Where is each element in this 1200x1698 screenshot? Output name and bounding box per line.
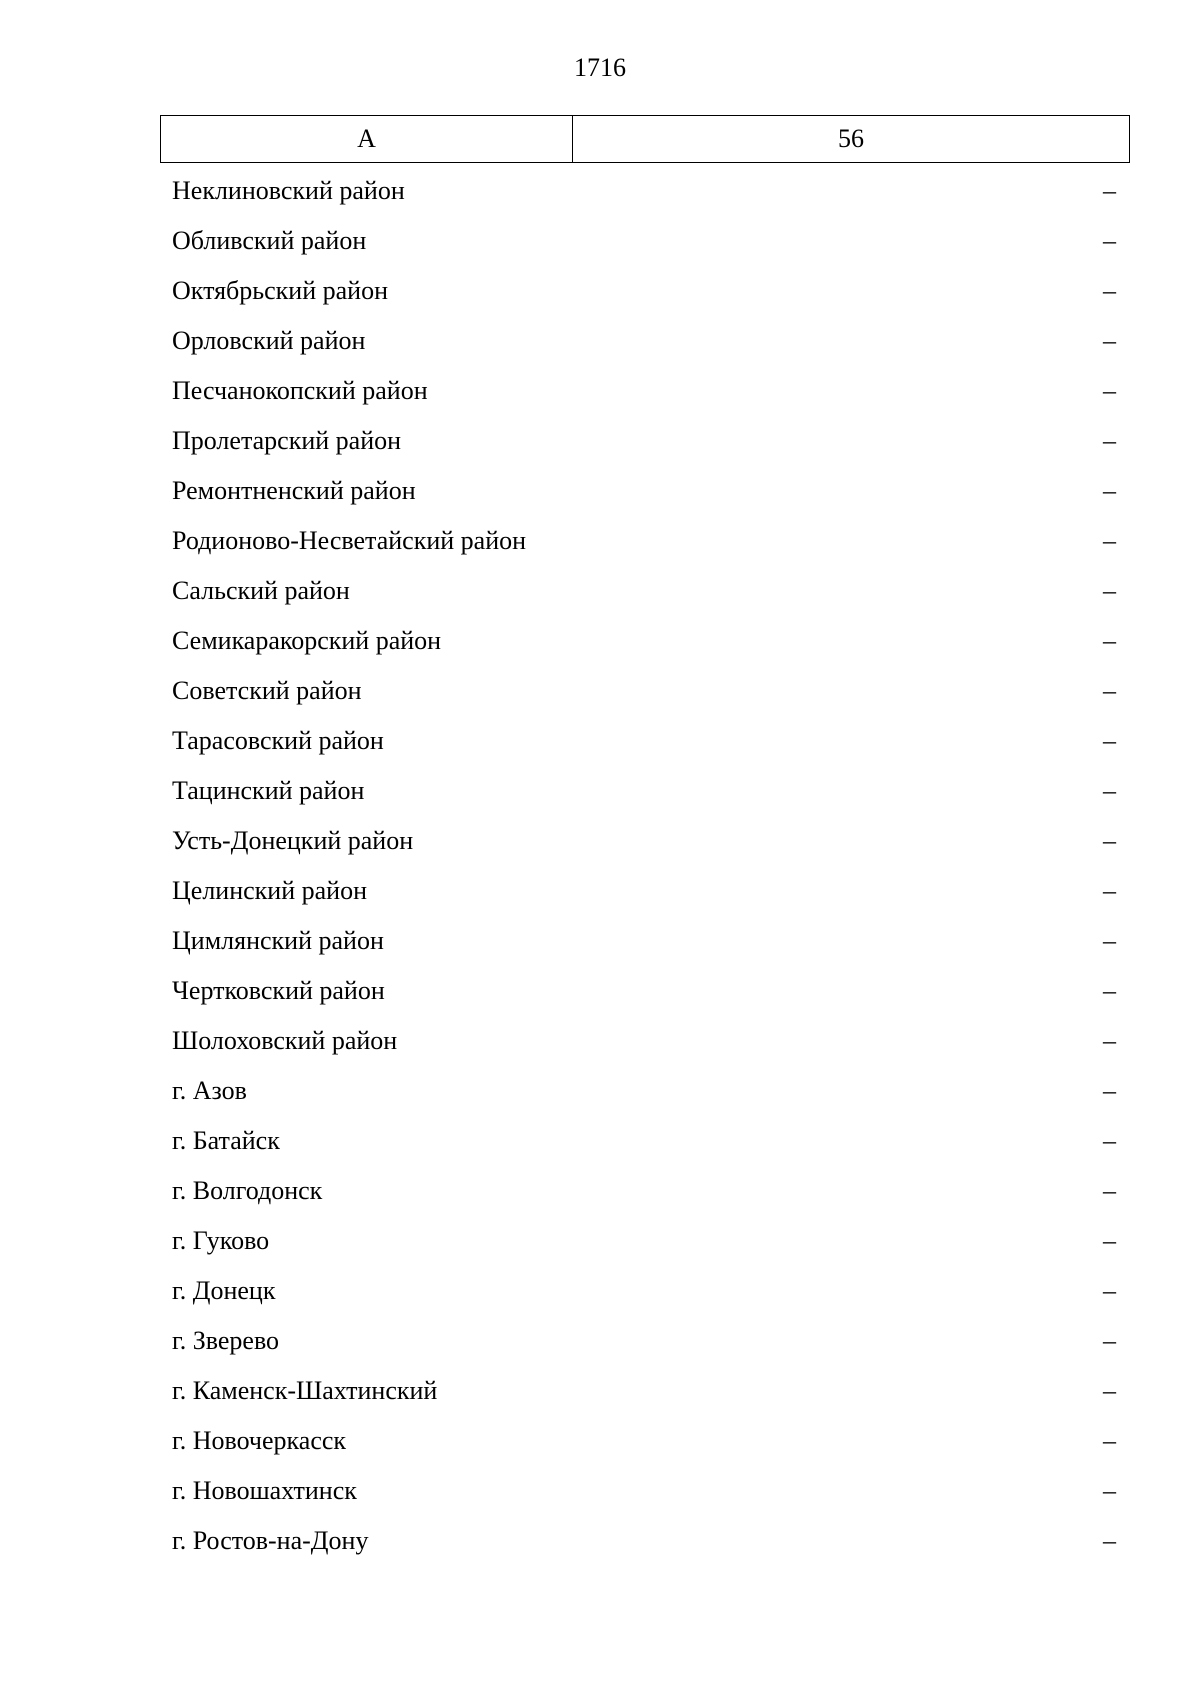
- table-row: [172, 266, 1120, 316]
- row-value: –: [1103, 526, 1116, 555]
- row-label: г. Каменск-Шахтинский: [172, 1376, 438, 1405]
- table-row: [172, 1066, 1120, 1116]
- row-value: –: [1103, 776, 1116, 805]
- row-label: г. Донецк: [172, 1276, 276, 1305]
- row-label: Семикаракорский район: [172, 626, 442, 655]
- row-value: –: [1103, 876, 1116, 905]
- row-value: –: [1103, 826, 1116, 855]
- row-label: Ремонтненский район: [172, 476, 416, 505]
- row-value: –: [1103, 1226, 1116, 1255]
- table-row: [172, 1116, 1120, 1166]
- row-label: Тарасовский район: [172, 726, 384, 755]
- row-value: –: [1103, 426, 1116, 455]
- row-value: –: [1103, 1276, 1116, 1305]
- table-row: [172, 166, 1120, 216]
- row-label: Целинский район: [172, 876, 367, 905]
- table-row: [172, 1416, 1120, 1466]
- table-row: [172, 516, 1120, 566]
- row-label: г. Ростов-на-Дону: [172, 1526, 369, 1555]
- row-label: Сальский район: [172, 576, 350, 605]
- row-value: –: [1103, 1126, 1116, 1155]
- row-value: –: [1103, 1326, 1116, 1355]
- row-value: –: [1103, 1376, 1116, 1405]
- row-label: Неклиновский район: [172, 176, 405, 205]
- row-label: Советский район: [172, 676, 362, 705]
- table-row: [172, 766, 1120, 816]
- row-label: Орловский район: [172, 326, 366, 355]
- row-label: Родионово-Несветайский район: [172, 526, 527, 555]
- row-value: –: [1103, 576, 1116, 605]
- page-number: 1716: [574, 53, 626, 82]
- header-cell-a: А: [161, 116, 573, 162]
- row-label: Песчанокопский район: [172, 376, 428, 405]
- row-label: Октябрьский район: [172, 276, 388, 305]
- row-value: –: [1103, 976, 1116, 1005]
- row-label: г. Азов: [172, 1076, 247, 1105]
- table-row: [172, 1166, 1120, 1216]
- header-cell-56: 56: [838, 124, 864, 153]
- row-value: –: [1103, 626, 1116, 655]
- row-value: –: [1103, 1026, 1116, 1055]
- row-label: Тацинский район: [172, 776, 365, 805]
- table-row: [172, 416, 1120, 466]
- row-value: –: [1103, 726, 1116, 755]
- row-label: Чертковский район: [172, 976, 385, 1005]
- row-value: –: [1103, 926, 1116, 955]
- table-row: [172, 1266, 1120, 1316]
- row-value: –: [1103, 176, 1116, 205]
- row-value: –: [1103, 1176, 1116, 1205]
- row-value: –: [1103, 1476, 1116, 1505]
- table-row: [172, 1316, 1120, 1366]
- table-body: [172, 166, 1120, 1566]
- row-value: –: [1103, 1076, 1116, 1105]
- row-value: –: [1103, 276, 1116, 305]
- table-header: [160, 115, 1130, 163]
- table-row: [172, 1466, 1120, 1516]
- row-label: Усть-Донецкий район: [172, 826, 414, 855]
- table-row: [172, 666, 1120, 716]
- row-value: –: [1103, 376, 1116, 405]
- table-row: [172, 1216, 1120, 1266]
- table-row: [172, 966, 1120, 1016]
- table-row: [172, 816, 1120, 866]
- row-value: –: [1103, 676, 1116, 705]
- row-value: –: [1103, 226, 1116, 255]
- table-row: [172, 466, 1120, 516]
- row-label: г. Зверево: [172, 1326, 280, 1355]
- row-value: –: [1103, 1426, 1116, 1455]
- row-label: г. Новочеркасск: [172, 1426, 347, 1455]
- table-row: [172, 1516, 1120, 1566]
- row-value: –: [1103, 1526, 1116, 1555]
- table-row: [172, 566, 1120, 616]
- table-row: [172, 216, 1120, 266]
- row-label: г. Гуково: [172, 1226, 270, 1255]
- row-label: г. Волгодонск: [172, 1176, 323, 1205]
- row-label: г. Батайск: [172, 1126, 280, 1155]
- table-row: [172, 316, 1120, 366]
- table-row: [172, 716, 1120, 766]
- row-value: –: [1103, 326, 1116, 355]
- table-row: [172, 866, 1120, 916]
- table-row: [172, 366, 1120, 416]
- row-label: Цимлянский район: [172, 926, 384, 955]
- row-label: г. Новошахтинск: [172, 1476, 357, 1505]
- row-label: Пролетарский район: [172, 426, 402, 455]
- table-row: [172, 616, 1120, 666]
- row-label: Обливский район: [172, 226, 367, 255]
- table-row: [172, 916, 1120, 966]
- table-row: [172, 1016, 1120, 1066]
- row-label: Шолоховский район: [172, 1026, 398, 1055]
- table-row: [172, 1366, 1120, 1416]
- row-value: –: [1103, 476, 1116, 505]
